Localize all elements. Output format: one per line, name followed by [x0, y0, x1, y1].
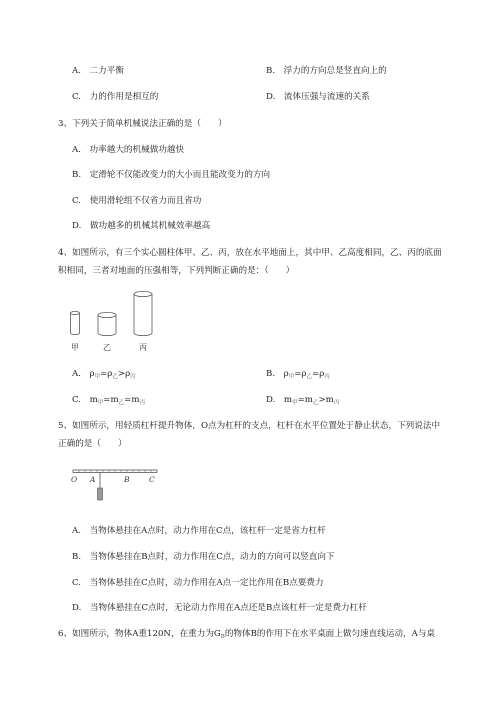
cylinder-bing: [134, 291, 152, 335]
question-4-option-c: C. $m_甲=m_乙=m_丙$: [72, 395, 146, 406]
label-c: C: [149, 475, 155, 484]
cylinder-jia: [71, 311, 80, 334]
question-3-option-a: A. 功率越大的机械做功越快: [72, 145, 185, 155]
question-4-stem-line-1: 4、如图所示，有三个实心圆柱体甲、乙、丙，放在水平地面上，其中甲、乙高度相同，乙、丙的底面: [58, 248, 442, 258]
option-b: B. 浮力的方向总是竖直向上的: [266, 66, 387, 76]
question-5-option-a: A. 当物体悬挂在A点时，动力作用在C点，该杠杆一定是省力杠杆: [72, 526, 326, 536]
label-jia: 甲: [71, 343, 79, 352]
option-c: C. 力的作用是相互的: [72, 92, 159, 102]
question-6-stem: 6、如图所示，物体A重120N，在重力为$G_B$的物体B的作用下在水平桌面上做匀速直线运动，A与桌: [58, 629, 436, 640]
hanging-weight: [98, 488, 103, 500]
label-bing: 丙: [139, 343, 147, 352]
question-3-option-d: D. 做功越多的机械其机械效率越高: [72, 221, 211, 231]
cylinders-figure: [60, 288, 170, 354]
label-o: O: [71, 475, 78, 484]
question-3-option-b: B. 定滑轮不仅能改变力的大小而且能改变力的方向: [72, 170, 271, 180]
question-3-stem: 3、下列关于简单机械说法正确的是（ ）: [58, 119, 227, 129]
label-a: A: [90, 475, 96, 484]
question-4-option-a: A. $\rho_甲=\rho_乙>\rho_丙$: [72, 369, 136, 380]
option-a: A. 二力平衡: [72, 66, 124, 76]
label-yi: 乙: [103, 343, 111, 352]
question-4-stem-line-2: 积相同，三者对地面的压强相等，下列判断正确的是：（ ）: [58, 266, 295, 276]
question-5-option-c: C. 当物体悬挂在C点时，动力作用在A点一定比作用在B点要费力: [72, 578, 324, 588]
question-4-option-d: D. $m_甲=m_乙>m_丙$: [266, 395, 340, 406]
question-5-stem-line-2: 正确的是（ ）: [58, 439, 127, 449]
question-4-option-b: B. $\rho_甲=\rho_乙=\rho_丙$: [266, 369, 330, 380]
question-5-option-b: B. 当物体悬挂在B点时，动力作用在C点，动力的方向可以竖直向下: [72, 552, 335, 562]
question-5-stem-line-1: 5、如图所示，用轻质杠杆提升物体，O点为杠杆的支点，杠杆在水平位置处于静止状态，下列说法中: [58, 421, 441, 431]
question-3-option-c: C. 使用滑轮组不仅省力而且省功: [72, 196, 202, 206]
lever-figure: [68, 466, 164, 506]
label-b: B: [124, 475, 130, 484]
cylinder-yi: [98, 312, 116, 335]
option-d: D. 流体压强与流速的关系: [266, 92, 370, 102]
question-5-option-d: D. 当物体悬挂在C点时，无论动力作用在A点还是B点该杠杆一定是费力杠杆: [72, 603, 367, 613]
